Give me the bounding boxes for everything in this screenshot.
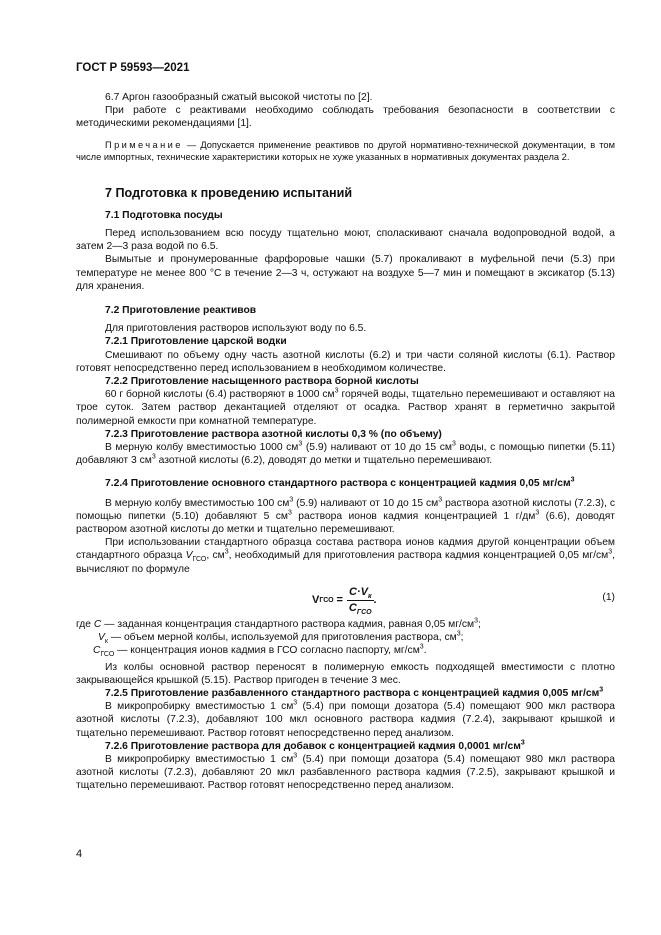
paragraph: Перед использованием всю посуду тщательно моют, споласкивают сначала водопроводной водой, а затем 2—3 раза водой по 6.5. xyxy=(76,228,615,253)
superscript: 3 xyxy=(298,440,303,448)
text: 7.2.4 Приготовление основного стандартного раствора с концентрацией кадмия 0,05 мг/см xyxy=(105,478,571,490)
section-title: 7 Подготовка к проведению испытаний xyxy=(105,185,353,200)
superscript: 3 xyxy=(608,549,613,557)
text: — объем мерной колбы, используемой для приготовления раствора, см xyxy=(107,632,457,644)
superscript: 3 xyxy=(456,630,461,638)
subsubsection-title xyxy=(76,687,615,700)
paragraph xyxy=(76,700,615,740)
definition: $V_к$ — объем мерной колбы, используемой для приготовления раствора, $см^3$; xyxy=(98,630,464,646)
text: (5.9) наливают от 10 до 15 см xyxy=(302,442,452,454)
note-text: — Допускается применение реактивов по другой нормативно-технической документации, в том числе импортных, технические характеристики которых не хуже указанных в нормативных документах раздела 2. xyxy=(76,139,615,162)
text: азотной кислоты (6.2), доводят до метки и тщательно перемешивают. xyxy=(155,455,493,467)
standard-header: ГОСТ Р 59593—2021 xyxy=(76,62,190,74)
superscript: 3 xyxy=(419,643,424,651)
formula: V ГСО = $\frac{C\cdot V_к}{C_{ГСО}}$ . xyxy=(312,585,377,617)
superscript: 3 xyxy=(293,699,298,707)
superscript: 3 xyxy=(474,617,479,625)
paragraph xyxy=(76,536,615,576)
formula-number: (1) xyxy=(602,591,615,603)
text: В микропробирку вместимостью 1 см xyxy=(105,701,294,713)
text: раствора азотной кислоты (7.2.3), с помощью пипетки (5.10) добавляют 5 см xyxy=(76,497,616,522)
subsubsection-title xyxy=(76,740,615,753)
subsubsection-title: 7.2.2 Приготовление насыщенного раствора борной кислоты xyxy=(105,376,419,388)
definition: $C_{ГСО}$ — концентрация ионов кадмия в ГСО согласно паспорту, $мг/см^3$. xyxy=(93,643,427,659)
superscript: 3 xyxy=(535,509,540,517)
superscript: 3 xyxy=(520,739,525,747)
text: , необходимый для приготовления раствора кадмия концентрацией 0,05 мг/см xyxy=(228,550,609,562)
paragraph: Для приготовления растворов используют воду по 6.5. xyxy=(105,323,367,335)
text: В микропробирку вместимостью 1 см xyxy=(105,753,294,765)
paragraph: Из колбы основной раствор переносят в полимерную емкость подходящей вместимости с плотно закрывающейся крышкой (5.15). Раствор пригоден в течение 3 мес. xyxy=(76,661,615,686)
superscript: 3 xyxy=(224,549,229,557)
symbol: C xyxy=(93,618,102,630)
text: воды, с помощью пипетки (5.11) добавляют 3 см xyxy=(76,442,616,467)
text: C·V xyxy=(348,585,368,598)
text: (6.6), доводят раствором азотной кислоты до метки и тщательно перемешивают. xyxy=(76,510,615,536)
paragraph: Смешивают по объему одну часть азотной кислоты (6.2) и три части соляной кислоты (6.1). Раствор готовят непосредственно перед использованием в необходимом количестве. xyxy=(76,349,615,374)
text: В мерную колбу вместимостью 1000 см xyxy=(105,442,299,454)
superscript: 3 xyxy=(293,752,298,760)
symbol: V xyxy=(98,632,105,644)
formula-numerator xyxy=(347,586,374,601)
formula-equals: = xyxy=(336,593,343,606)
text: — заданная концентрация стандартного раствора кадмия, равная 0,05 мг/см xyxy=(101,618,475,630)
subscript: ГСО xyxy=(100,651,115,659)
paragraph: При работе с реактивами необходимо соблюдать требования безопасности в соответствии с методическими рекомендациями [1]. xyxy=(76,105,615,130)
formula-block xyxy=(76,582,615,617)
definition: где C — заданная концентрация стандартного раствора кадмия, равная 0,05 $мг/см^3$; xyxy=(76,617,481,630)
text: — концентрация ионов кадмия в ГСО согласно паспорту, мг/см xyxy=(114,645,420,657)
superscript: 3 xyxy=(570,477,575,485)
text: 7.2.6 Приготовление раствора для добавок с концентрацией кадмия 0,0001 мг/см xyxy=(105,740,521,752)
superscript: 3 xyxy=(438,496,443,504)
note xyxy=(76,139,615,163)
text: В мерную колбу вместимостью 100 см xyxy=(105,497,290,509)
subsection-title: 7.2 Приготовление реактивов xyxy=(105,305,257,317)
paragraph xyxy=(76,441,615,467)
text: 60 г борной кислоты (6.4) растворяют в 1000 см xyxy=(105,389,335,401)
formula-end: . xyxy=(373,593,377,606)
text: горячей воды, тщательно перемешивают и оставляют на трое суток. Затем раствор декантацией отделяют от осадка. Раствор хранят в герметично закрытой полимерной емкости при комнатной температуре. xyxy=(76,389,615,427)
text: где xyxy=(76,618,94,630)
symbol: V xyxy=(185,550,193,562)
superscript: 3 xyxy=(289,496,294,504)
text: (5.4) при помощи дозатора (5.4) помещают 900 мкл раствора азотной кислоты (7.2.3), добавляют 100 мкл основного раствора кадмия (7.2.4), закрывают крышкой и тщательно перемешивают. Раствор готовят непосредственно перед анализом. xyxy=(76,701,616,739)
superscript: 3 xyxy=(599,686,604,694)
superscript: 3 xyxy=(334,387,339,395)
symbol: C xyxy=(93,645,101,657)
subsection-title: 7.1 Подготовка посуды xyxy=(105,209,223,221)
formula-fraction xyxy=(347,586,374,615)
document-body xyxy=(76,91,615,793)
superscript: 3 xyxy=(287,509,292,517)
superscript: 3 xyxy=(451,440,456,448)
text: , см xyxy=(206,550,225,562)
paragraph xyxy=(76,497,615,537)
text: раствора ионов кадмия концентрацией 1 г/дм xyxy=(291,510,536,522)
subsubsection-title: 7.2.1 Приготовление царской водки xyxy=(105,336,287,348)
subscript: ГСО xyxy=(192,556,207,564)
paragraph: 6.7 Аргон газообразный сжатый высокой чистоты по [2]. xyxy=(105,92,373,103)
subscript: к xyxy=(104,638,108,646)
subsubsection-title xyxy=(76,477,615,490)
subscript: к xyxy=(367,593,372,601)
subscript: ГСО xyxy=(356,609,372,617)
paragraph xyxy=(76,388,615,428)
text: При использовании стандартного образца состава раствора ионов кадмия другой концентрации объем стандартного образца xyxy=(76,537,615,562)
note-label: Примечание xyxy=(105,139,183,150)
subsubsection-title: 7.2.3 Приготовление раствора азотной кислоты 0,3 % (по объему) xyxy=(105,428,442,440)
superscript: 3 xyxy=(151,453,156,461)
text: (5.4) при помощи дозатора (5.4) помещают 980 мкл раствора азотной кислоты (7.2.3), добавляют 20 мкл разбавленного раствора кадмия (7.2.5), закрывают крышкой и тщательно перемешивают. Раствор готовят непосредственно перед анализом. xyxy=(76,753,616,792)
formula-lhs: V xyxy=(312,593,320,606)
page-number: 4 xyxy=(76,848,83,860)
paragraph: Вымытые и пронумерованные фарфоровые чашки (5.7) прокаливают в муфельной печи (5.3) при температуре не менее 800 °С в течение 2—3 ч, остужают на воздухе 5—7 мин и помещают в эксикатор (5.13) для хранения. xyxy=(76,254,615,292)
text: (5.9) наливают от 10 до 15 см xyxy=(293,497,439,509)
formula-denominator xyxy=(349,601,372,615)
text: , вычисляют по формуле xyxy=(76,550,616,575)
text: 7.2.5 Приготовление разбавленного стандартного раствора с концентрацией кадмия 0,005 мг/см xyxy=(105,687,600,699)
text: C xyxy=(348,602,357,615)
paragraph xyxy=(76,753,615,793)
